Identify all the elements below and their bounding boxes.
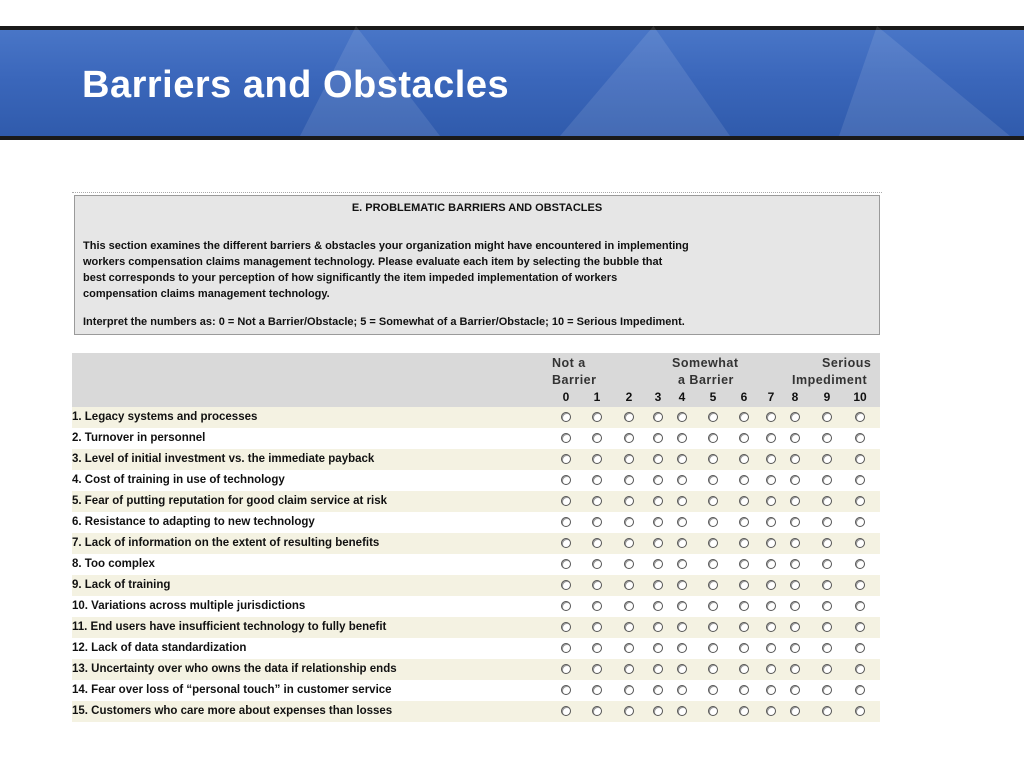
rating-radio-2[interactable] [624,601,634,611]
rating-radio-5[interactable] [708,433,718,443]
scale-number: 3 [654,390,662,404]
rating-radio-1[interactable] [592,433,602,443]
table-row [72,659,880,680]
rating-radio-5[interactable] [708,496,718,506]
sail-decoration [820,26,1010,136]
rating-radio-3[interactable] [653,685,663,695]
rating-radio-4[interactable] [677,475,687,485]
rating-radio-10[interactable] [855,475,865,485]
rating-radio-4[interactable] [677,496,687,506]
rating-radio-0[interactable] [561,412,571,422]
rating-radio-5[interactable] [708,643,718,653]
scale-number: 7 [767,390,775,404]
rating-radio-6[interactable] [739,496,749,506]
scale-interpretation: Interpret the numbers as: 0 = Not a Barrier/Obstacle; 5 = Somewhat of a Barrier/Obstacle; 10 = Serious Impediment. [83,316,685,328]
rating-radio-3[interactable] [653,664,663,674]
rating-radio-10[interactable] [855,538,865,548]
rating-radio-9[interactable] [822,601,832,611]
rating-radio-10[interactable] [855,580,865,590]
description-line: best corresponds to your perception of how significantly the item impeded implementation of workers [83,272,618,284]
rating-radio-5[interactable] [708,664,718,674]
rating-radio-9[interactable] [822,685,832,695]
rating-radio-7[interactable] [766,559,776,569]
rating-radio-3[interactable] [653,622,663,632]
rating-radio-1[interactable] [592,685,602,695]
rating-radio-1[interactable] [592,559,602,569]
table-row [72,449,880,470]
rating-radio-10[interactable] [855,643,865,653]
rating-radio-10[interactable] [855,454,865,464]
rating-radio-1[interactable] [592,580,602,590]
rating-radio-8[interactable] [790,538,800,548]
rating-radio-0[interactable] [561,664,571,674]
rating-radio-7[interactable] [766,685,776,695]
rating-radio-7[interactable] [766,706,776,716]
scale-number: 10 [853,390,867,404]
rating-radio-8[interactable] [790,475,800,485]
rating-radio-1[interactable] [592,475,602,485]
rating-radio-6[interactable] [739,517,749,527]
rating-radio-8[interactable] [790,559,800,569]
rating-radio-5[interactable] [708,475,718,485]
rating-radio-1[interactable] [592,496,602,506]
rating-radio-3[interactable] [653,706,663,716]
survey-form [72,192,882,733]
rating-radio-0[interactable] [561,538,571,548]
rating-radio-0[interactable] [561,706,571,716]
item-label: 11. End users have insufficient technology to fully benefit [72,621,387,633]
table-row [72,512,880,533]
rating-radio-6[interactable] [739,664,749,674]
rating-radio-8[interactable] [790,664,800,674]
rating-radio-5[interactable] [708,538,718,548]
rating-radio-1[interactable] [592,538,602,548]
scale-number: 9 [823,390,831,404]
rating-radio-3[interactable] [653,475,663,485]
rating-radio-4[interactable] [677,601,687,611]
rating-radio-9[interactable] [822,664,832,674]
rating-radio-5[interactable] [708,454,718,464]
rating-radio-3[interactable] [653,538,663,548]
rating-radio-6[interactable] [739,580,749,590]
rating-radio-3[interactable] [653,517,663,527]
rating-radio-6[interactable] [739,685,749,695]
rating-radio-9[interactable] [822,433,832,443]
rating-radio-3[interactable] [653,433,663,443]
rating-radio-7[interactable] [766,412,776,422]
rating-radio-5[interactable] [708,559,718,569]
rating-radio-4[interactable] [677,622,687,632]
rating-radio-8[interactable] [790,412,800,422]
rating-radio-3[interactable] [653,580,663,590]
rating-radio-8[interactable] [790,454,800,464]
rating-radio-3[interactable] [653,601,663,611]
rating-radio-4[interactable] [677,538,687,548]
scale-number: 1 [593,390,601,404]
rating-radio-7[interactable] [766,664,776,674]
rating-radio-2[interactable] [624,559,634,569]
rating-radio-2[interactable] [624,433,634,443]
rating-radio-5[interactable] [708,622,718,632]
rating-radio-6[interactable] [739,706,749,716]
item-label: 15. Customers who care more about expenses than losses [72,705,393,717]
section-intro [74,195,880,335]
rating-radio-6[interactable] [739,601,749,611]
rating-radio-9[interactable] [822,538,832,548]
rating-radio-1[interactable] [592,412,602,422]
rating-radio-1[interactable] [592,706,602,716]
rating-radio-2[interactable] [624,706,634,716]
item-label: 14. Fear over loss of “personal touch” in customer service [72,684,392,696]
rating-radio-8[interactable] [790,706,800,716]
item-label: 4. Cost of training in use of technology [72,474,285,486]
rating-radio-9[interactable] [822,475,832,485]
rating-radio-10[interactable] [855,496,865,506]
rating-radio-9[interactable] [822,517,832,527]
rating-radio-4[interactable] [677,706,687,716]
rating-radio-8[interactable] [790,580,800,590]
rating-radio-0[interactable] [561,475,571,485]
rating-radio-9[interactable] [822,706,832,716]
table-row [72,575,880,596]
scale-high-label-2: Impediment [792,373,868,387]
rating-radio-1[interactable] [592,664,602,674]
rating-radio-9[interactable] [822,496,832,506]
rating-radio-6[interactable] [739,475,749,485]
scale-number: 5 [709,390,717,404]
rating-radio-6[interactable] [739,454,749,464]
rating-radio-2[interactable] [624,517,634,527]
table-row [72,533,880,554]
rating-radio-1[interactable] [592,601,602,611]
item-label: 5. Fear of putting reputation for good claim service at risk [72,495,388,507]
item-label: 8. Too complex [72,558,155,570]
scale-low-label-2: Barrier [552,373,597,387]
description-line: This section examines the different barriers & obstacles your organization might have encountered in implementing [83,240,689,252]
rating-radio-4[interactable] [677,559,687,569]
scale-number: 8 [791,390,799,404]
table-row [72,428,880,449]
scale-number: 0 [562,390,570,404]
table-row [72,596,880,617]
rating-radio-0[interactable] [561,559,571,569]
rating-radio-2[interactable] [624,496,634,506]
rating-radio-5[interactable] [708,580,718,590]
table-row [72,617,880,638]
rating-scale-header [72,353,880,407]
rating-radio-7[interactable] [766,433,776,443]
rating-radio-0[interactable] [561,643,571,653]
rating-radio-0[interactable] [561,601,571,611]
table-row [72,638,880,659]
table-row [72,407,880,428]
rating-radio-4[interactable] [677,685,687,695]
rating-radio-8[interactable] [790,685,800,695]
rating-radio-4[interactable] [677,454,687,464]
title-banner [0,26,1024,140]
rating-radio-10[interactable] [855,601,865,611]
rating-radio-0[interactable] [561,622,571,632]
rating-radio-10[interactable] [855,664,865,674]
table-row [72,470,880,491]
rating-radio-8[interactable] [790,622,800,632]
rating-radio-3[interactable] [653,454,663,464]
rating-radio-4[interactable] [677,580,687,590]
rating-radio-7[interactable] [766,517,776,527]
rating-radio-1[interactable] [592,643,602,653]
rating-radio-6[interactable] [739,622,749,632]
item-label: 1. Legacy systems and processes [72,411,258,423]
table-row [72,554,880,575]
rating-radio-7[interactable] [766,601,776,611]
item-rows [72,407,880,722]
rating-radio-9[interactable] [822,580,832,590]
rating-radio-8[interactable] [790,601,800,611]
rating-radio-0[interactable] [561,496,571,506]
item-label: 3. Level of initial investment vs. the immediate payback [72,453,375,465]
rating-radio-10[interactable] [855,517,865,527]
rating-radio-5[interactable] [708,706,718,716]
rating-radio-7[interactable] [766,496,776,506]
scale-number: 6 [740,390,748,404]
scale-number: 2 [625,390,633,404]
item-label: 9. Lack of training [72,579,171,591]
rating-radio-3[interactable] [653,412,663,422]
rating-radio-7[interactable] [766,622,776,632]
rating-radio-0[interactable] [561,454,571,464]
rating-radio-4[interactable] [677,664,687,674]
rating-radio-2[interactable] [624,580,634,590]
description-line: compensation claims management technology. [83,288,330,300]
rating-radio-7[interactable] [766,580,776,590]
rating-radio-10[interactable] [855,433,865,443]
rating-table [72,353,880,722]
rating-radio-9[interactable] [822,559,832,569]
rating-radio-7[interactable] [766,538,776,548]
rating-radio-2[interactable] [624,643,634,653]
rating-radio-7[interactable] [766,643,776,653]
rating-radio-3[interactable] [653,559,663,569]
table-row [72,491,880,512]
rating-radio-8[interactable] [790,496,800,506]
rating-radio-9[interactable] [822,454,832,464]
rating-radio-10[interactable] [855,559,865,569]
item-label: 13. Uncertainty over who owns the data if relationship ends [72,663,397,675]
rating-radio-10[interactable] [855,706,865,716]
rating-radio-0[interactable] [561,580,571,590]
table-row [72,701,880,722]
rating-radio-2[interactable] [624,622,634,632]
description-line: workers compensation claims management technology. Please evaluate each item by selecting the bubble that [83,256,663,268]
rating-radio-5[interactable] [708,601,718,611]
scale-number: 4 [678,390,686,404]
rating-radio-2[interactable] [624,664,634,674]
rating-radio-3[interactable] [653,643,663,653]
rating-radio-6[interactable] [739,412,749,422]
rating-radio-1[interactable] [592,517,602,527]
table-row [72,680,880,701]
rating-radio-10[interactable] [855,622,865,632]
section-description [83,238,803,302]
rating-radio-2[interactable] [624,538,634,548]
rating-radio-6[interactable] [739,643,749,653]
rating-radio-2[interactable] [624,685,634,695]
rating-radio-2[interactable] [624,475,634,485]
rating-radio-7[interactable] [766,454,776,464]
rating-radio-5[interactable] [708,517,718,527]
item-label: 10. Variations across multiple jurisdictions [72,600,306,612]
rating-radio-1[interactable] [592,454,602,464]
rating-radio-4[interactable] [677,433,687,443]
rating-radio-1[interactable] [592,622,602,632]
rating-radio-7[interactable] [766,475,776,485]
scale-low-label-1: Not a [552,356,586,370]
rating-radio-8[interactable] [790,433,800,443]
rating-radio-9[interactable] [822,622,832,632]
rating-radio-10[interactable] [855,685,865,695]
scale-high-label-1: Serious [822,356,872,370]
rating-radio-8[interactable] [790,517,800,527]
rating-radio-4[interactable] [677,412,687,422]
rating-radio-4[interactable] [677,517,687,527]
sail-decoration [560,26,730,136]
rating-radio-6[interactable] [739,559,749,569]
rating-radio-5[interactable] [708,412,718,422]
rating-radio-5[interactable] [708,685,718,695]
rating-radio-6[interactable] [739,538,749,548]
rating-radio-0[interactable] [561,517,571,527]
rating-radio-0[interactable] [561,685,571,695]
section-heading: E. PROBLEMATIC BARRIERS AND OBSTACLES [351,202,603,214]
rating-radio-0[interactable] [561,433,571,443]
slide-title: Barriers and Obstacles [82,64,510,106]
rating-radio-6[interactable] [739,433,749,443]
rating-radio-8[interactable] [790,643,800,653]
rating-radio-4[interactable] [677,643,687,653]
rating-radio-10[interactable] [855,412,865,422]
rating-radio-2[interactable] [624,454,634,464]
rating-radio-2[interactable] [624,412,634,422]
scale-mid-label-2: a Barrier [678,373,734,387]
item-label: 2. Turnover in personnel [72,432,206,444]
scale-mid-label-1: Somewhat [672,356,739,370]
item-label: 6. Resistance to adapting to new technology [72,516,315,528]
item-label: 12. Lack of data standardization [72,642,247,654]
rating-radio-9[interactable] [822,412,832,422]
rating-radio-3[interactable] [653,496,663,506]
item-label: 7. Lack of information on the extent of resulting benefits [72,537,380,549]
rating-radio-9[interactable] [822,643,832,653]
